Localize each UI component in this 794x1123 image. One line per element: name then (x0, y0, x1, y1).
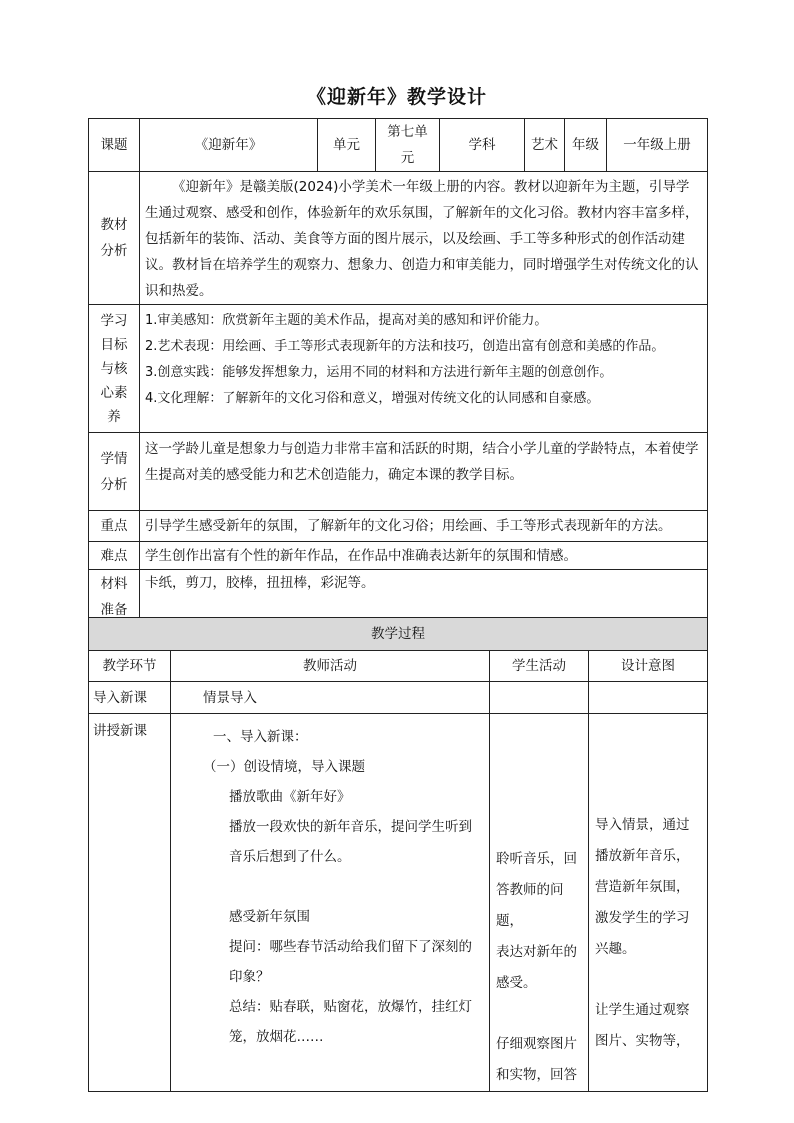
teacher-line: （一）创设情境，导入课题 (203, 759, 365, 775)
goals-label-line: 心素 (100, 384, 128, 401)
teacher-line: 播放一段欢快的新年音乐，提问学生听到 (229, 819, 472, 835)
teacher-line: 印象？ (229, 969, 270, 985)
design-line: 让学生通过观察 (595, 1002, 690, 1018)
materials-label (89, 570, 140, 624)
goals-list (140, 305, 708, 433)
student-line: 表达对新年的 (496, 944, 577, 960)
teach-design (589, 714, 708, 1092)
analysis-label-line: 分析 (100, 243, 128, 259)
intro-design (589, 682, 708, 714)
process-heading-row (89, 618, 708, 651)
teacher-line: 总结：贴春联，贴窗花，放爆竹，挂红灯 (229, 999, 472, 1015)
teacher-line: 提问：哪些春节活动给我们留下了深刻的 (229, 939, 472, 955)
intro-stage: 导入新课 (89, 682, 171, 714)
difficulties-label: 难点 (89, 542, 140, 570)
unit-label: 单元 (318, 119, 376, 172)
teach-teacher (171, 714, 490, 1092)
student-line: 感受。 (496, 975, 537, 991)
students-label-line: 学情 (100, 450, 128, 467)
design-line: 播放新年音乐， (595, 848, 690, 864)
analysis-row (89, 172, 708, 305)
students-label-line: 分析 (100, 476, 128, 493)
goals-label-line: 与核 (100, 360, 128, 377)
teacher-line: 音乐后想到了什么。 (229, 849, 351, 865)
goal-item: 2.艺术表现：用绘画、手工等形式表现新年的方法和技巧，创造出富有创意和美感的作品。 (145, 339, 665, 354)
goals-label-line: 目标 (100, 336, 128, 353)
column-header-design: 设计意图 (589, 651, 708, 682)
key-points-label: 重点 (89, 511, 140, 542)
lesson-value: 《迎新年》 (140, 119, 318, 172)
materials-row (89, 570, 708, 624)
process-columns-row (89, 651, 708, 682)
goals-label-line: 学习 (100, 312, 128, 329)
student-line: 仔细观察图片 (496, 1036, 577, 1052)
difficulties-text: 学生创作出富有个性的新年作品，在作品中准确表达新年的氛围和情感。 (140, 542, 708, 570)
goals-row (89, 305, 708, 433)
teach-stage: 讲授新课 (89, 714, 171, 1092)
materials-label-line: 准备 (100, 601, 128, 618)
student-line: 聆听音乐，回 (496, 851, 577, 867)
grade-value: 一年级上册 (607, 119, 708, 172)
process-heading: 教学过程 (89, 618, 708, 651)
difficulties-row (89, 542, 708, 570)
lesson-info-table (88, 118, 708, 651)
teacher-line: 一、导入新课： (213, 729, 308, 745)
grade-label: 年级 (565, 119, 607, 172)
unit-value: 第七单元 (376, 119, 440, 172)
page-title: 《迎新年》教学设计 (306, 86, 487, 108)
key-points-row (89, 511, 708, 542)
student-line: 答教师的问题， (496, 882, 564, 929)
goals-label (89, 305, 140, 433)
column-header-teacher: 教师活动 (171, 651, 490, 682)
design-line: 激发学生的学习 (595, 910, 690, 926)
design-line: 图片、实物等， (595, 1033, 690, 1049)
teach-row (89, 714, 708, 1092)
students-text: 这一学龄儿童是想象力与创造力非常丰富和活跃的时期，结合小学儿童的学龄特点，本着使学生提高对美的感受能力和艺术创造能力，确定本课的教学目标。 (140, 433, 708, 511)
teaching-process-table (88, 617, 708, 1092)
key-points-text: 引导学生感受新年的氛围，了解新年的文化习俗；用绘画、手工等形式表现新年的方法。 (140, 511, 708, 542)
analysis-text: 《迎新年》是赣美版(2024)小学美术一年级上册的内容。教材以迎新年为主题，引导学生通过观察、感受和创作，体验新年的欢乐氛围，了解新年的文化习俗。教材内容丰富多样，包括新年的装饰、活动、美食等方面的图片展示，以及绘画、手工等多种形式的创作活动建议。教材旨在培养学生的观察力、想象力、创造力和审美能力，同时增强学生对传统文化的认识和热爱。 (140, 172, 708, 305)
spacer (203, 872, 483, 902)
teacher-line: 感受新年氛围 (229, 909, 310, 925)
goal-item: 1.审美感知：欣赏新年主题的美术作品，提高对美的感知和评价能力。 (145, 313, 548, 328)
intro-row (89, 682, 708, 714)
subject-value: 艺术 (525, 119, 565, 172)
subject-label: 学科 (440, 119, 525, 172)
teacher-line: 笼，放烟花…… (229, 1029, 324, 1045)
intro-teacher: 情景导入 (171, 682, 490, 714)
analysis-label (89, 172, 140, 305)
intro-student (490, 682, 589, 714)
materials-text: 卡纸，剪刀，胶棒，扭扭棒，彩泥等。 (140, 570, 708, 624)
spacer (595, 965, 703, 995)
design-line: 兴趣。 (595, 941, 636, 957)
analysis-label-line: 教材 (100, 217, 128, 233)
spacer (496, 999, 584, 1029)
goal-item: 3.创意实践：能够发挥想象力，运用不同的材料和方法进行新年主题的创意创作。 (145, 365, 613, 380)
goals-label-line: 养 (107, 408, 121, 425)
goal-item: 4.文化理解：了解新年的文化习俗和意义，增强对传统文化的认同感和自豪感。 (145, 391, 600, 406)
header-row (89, 119, 708, 172)
column-header-student: 学生活动 (490, 651, 589, 682)
lesson-label: 课题 (89, 119, 140, 172)
student-line: 和实物，回答 (496, 1067, 577, 1083)
students-label (89, 433, 140, 511)
students-row (89, 433, 708, 511)
materials-label-line: 材料 (100, 575, 128, 592)
column-header-stage: 教学环节 (89, 651, 171, 682)
teach-student (490, 714, 589, 1092)
design-line: 导入情景，通过 (595, 817, 690, 833)
design-line: 营造新年氛围， (595, 879, 690, 895)
teacher-line: 播放歌曲《新年好》 (229, 789, 351, 805)
